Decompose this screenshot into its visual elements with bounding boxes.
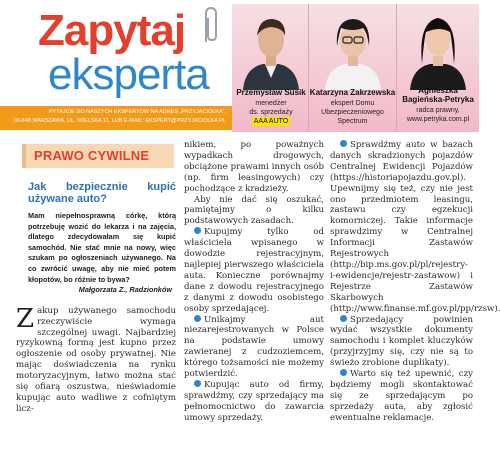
- tip-item: Kupując auto od firmy, sprawdźmy, czy sprzedający ma pełnomocnictwo do zawarcia umowy sprzedaży.: [184, 379, 324, 423]
- column-title: [8, 6, 234, 106]
- expert-name: Bagieńska-Petryka: [402, 95, 474, 104]
- reader-letter: [28, 211, 176, 296]
- answer-paragraph: [16, 303, 176, 415]
- experts-band: [232, 4, 479, 132]
- bullet-icon: [194, 227, 201, 234]
- expert-name: Katarzyna Zakrzewska: [309, 88, 396, 97]
- expert-name: Agnieszka: [418, 86, 458, 95]
- article-column-2: [184, 140, 324, 424]
- expert-card-2: [308, 4, 396, 132]
- article: [0, 140, 500, 464]
- tip-item: Sprzedający powinien wydać wszystkie dokumenty samochodu i komplet kluczyków (przyjrzyjmy się, czy nie są to świeżo zrobione duplikaty).: [330, 314, 473, 369]
- letter-text: Mam niepełnosprawną córkę, którą potrzebuję wozić do lekarza i na zajęcia, dlatego zdecydowałam się kupić samochód. Nie stać mnie na nowy, więc szukam po ogłoszeniach używanego. Na co zwrócić uwagę, aby nie mieć potem kłopotów, bo różnie to bywa?: [28, 211, 176, 284]
- bullet-icon: [194, 315, 201, 322]
- contact-line: PYTAJCIE DO NASZYCH EKSPERTÓW NA ADRES „PRZYJACIÓŁKA”,: [48, 109, 226, 115]
- tip-item: Sprawdźmy auto w bazach danych skradzionych pojazdów Centralnej Ewidencji Pojazdów (https://historiapojazdu.gov.pl). Upewnijmy się też, czy nie jest ono przedmiotem leasingu, zastawu czy egzekucji komorniczej. Takie informacje sprawdzimy w Centralnej Informacji Zastawów Rejestrowych (http://bip.ms.gov.pl/pl/rejestry-i-ewidencje/rejestr-zastawow) i Rejestrze Zastawów Skarbowych (http://www.finanse.mf.gov.pl/pp/rzsw).: [330, 140, 500, 314]
- section-title: PRAWO CYWILNE: [34, 148, 150, 163]
- bullet-icon: [340, 140, 347, 147]
- expert-photo-3: [408, 6, 468, 90]
- contact-bar: [0, 106, 232, 130]
- paragraph: Aby nie dać się oszukać, pamiętajmy o kilku podstawowych zasadach.: [184, 194, 324, 227]
- title-line-2: eksperta: [48, 50, 209, 99]
- tip-item: Unikajmy aut niezarejestrowanych w Polsce na podstawie umowy zawieranej z cudzoziemcem, którego tożsamości nie możemy potwierdzić.: [184, 314, 324, 380]
- expert-name: Przemysław Susik: [236, 88, 306, 97]
- expert-role: Spectrum: [337, 118, 368, 125]
- bullet-icon: [340, 315, 347, 322]
- bullet-icon: [340, 369, 347, 376]
- expert-card-3: [396, 4, 479, 132]
- tip-item: Kupujmy tylko od właściciela wpisanego w dowodzie rejestracyjnym, najlepiej pierwszego właściciela auta. Konieczne porównajmy dane z dowodu rejestracyjnego z danymi z dowodu osobistego osoby sprzedającej.: [184, 227, 324, 314]
- question-heading: Jak bezpiecznie kupić używane auto?: [28, 181, 176, 205]
- expert-role: ekspert Domu: [330, 100, 375, 107]
- expert-role: www.petryka.com.pl: [406, 116, 470, 123]
- drop-cap: Z: [16, 303, 35, 334]
- letter-signature: Małgorzata Z., Radzionków: [78, 285, 172, 295]
- expert-role: menedżer: [255, 100, 287, 107]
- expert-photo-2: [323, 6, 383, 90]
- expert-role: radca prawny,: [416, 107, 460, 114]
- paperclip-icon: [198, 6, 224, 46]
- expert-card-1: [232, 4, 310, 132]
- tip-item: Warto się też upewnić, czy będziemy mogli skontaktować się ze sprzedającym po sprzedaży auta, aby zgłosić ewentualne reklamacje.: [330, 369, 473, 423]
- header: [0, 0, 479, 132]
- title-line-1: Zapytaj: [38, 6, 186, 55]
- expert-role: Ubezpieczeniowego: [321, 109, 384, 116]
- section-banner: [22, 144, 174, 168]
- contact-line: 00-848 WARSZAWA, UL. WIELSKA 11, LUB E-MAIL: EKSPERT@PRZYJACIOLKA.PL: [13, 118, 226, 124]
- expert-photo-1: [241, 6, 301, 90]
- expert-company: AAA AUTO: [253, 118, 289, 125]
- expert-role: ds. sprzedaży: [249, 109, 293, 116]
- paragraph: nikiem, po poważnych wypadkach drogowych, obciążone prawami innych osób (np. firm leasingowych) czy pochodzące z kradzieży.: [184, 140, 324, 194]
- answer-intro: akup używanego samochodu rzeczywiście wymaga szczególnej uwagi. Najbardziej ryzykowną formą jest kupno przez ogłoszenie od osoby prywatnej. Nie mając doświadczenia na rynku motoryzacyjnym, łatwo można stać się ofiarą oszustwa, nieświadomie kupując auto wadliwe z cofniętym licz-: [16, 305, 176, 414]
- article-column-1: [16, 140, 176, 415]
- bullet-icon: [194, 380, 201, 387]
- article-column-3: [330, 140, 500, 424]
